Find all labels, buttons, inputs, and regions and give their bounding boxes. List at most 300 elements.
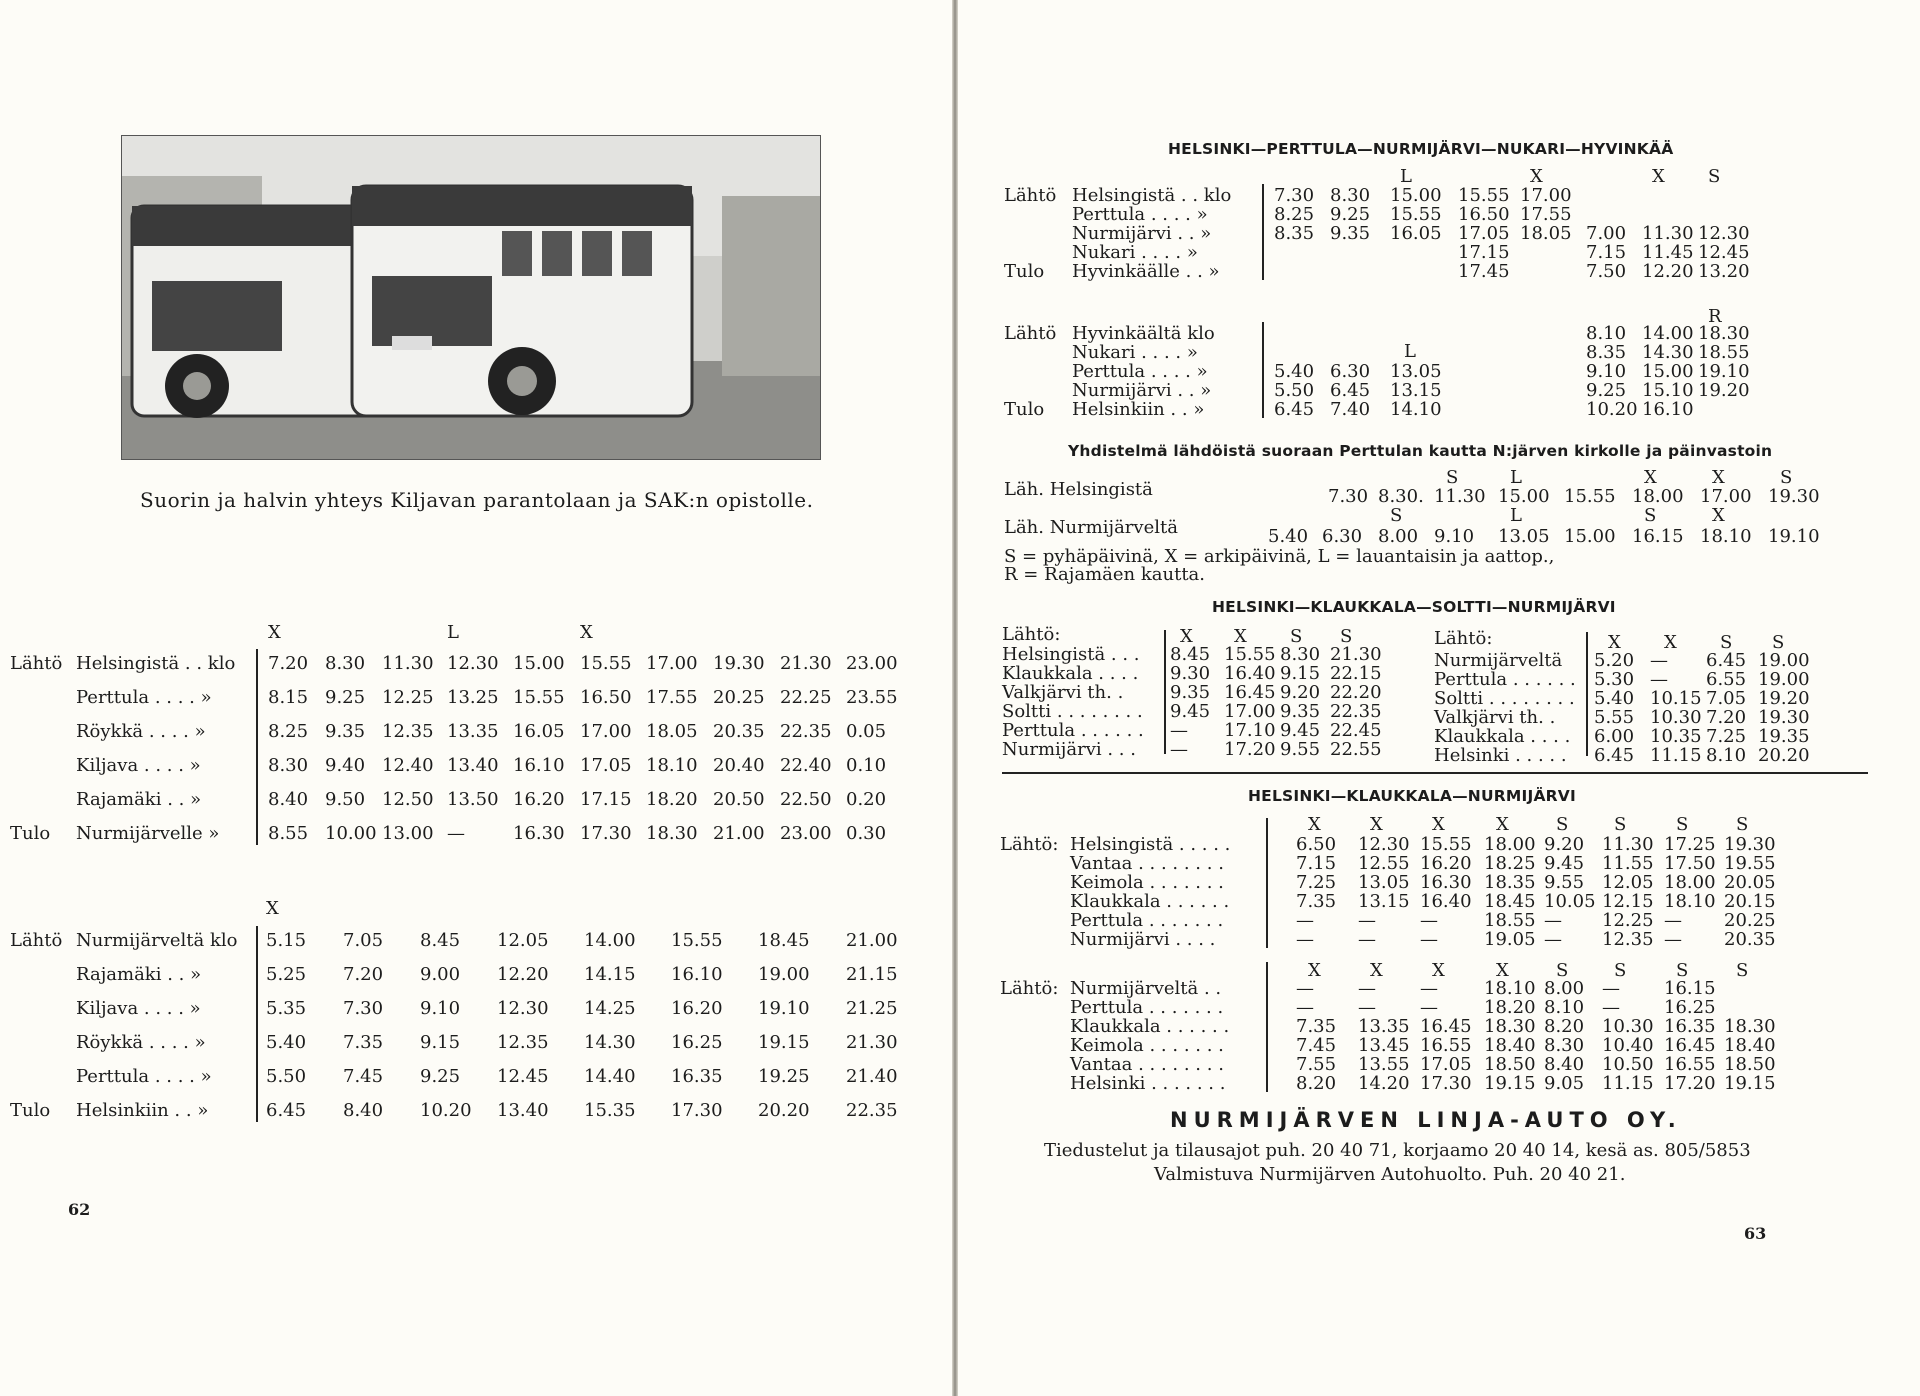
time-cell: 19.10 bbox=[1768, 526, 1820, 547]
stop-name: Perttula . . . . » bbox=[76, 1066, 212, 1087]
time-cell: 8.15 bbox=[268, 687, 309, 708]
footer-contact: Tiedustelut ja tilausajot puh. 20 40 71, korjaamo 20 40 14, kesä as. 805/5853 bbox=[1044, 1140, 1751, 1161]
time-cell: 9.40 bbox=[325, 755, 366, 776]
time-cell: 19.30 bbox=[1758, 707, 1810, 728]
company-name: NURMIJÄRVEN LINJA-AUTO OY. bbox=[1170, 1108, 1682, 1132]
time-cell: 17.30 bbox=[671, 1100, 723, 1121]
time-cell: 22.35 bbox=[780, 721, 832, 742]
column-divider bbox=[1262, 184, 1264, 280]
time-cell: 12.30 bbox=[1358, 834, 1410, 855]
time-cell: 11.30 bbox=[1602, 834, 1654, 855]
row-prefix: Tulo bbox=[1004, 261, 1045, 282]
service-mark: S bbox=[1676, 960, 1689, 981]
time-cell: 17.05 bbox=[1420, 1054, 1472, 1075]
time-cell: 12.35 bbox=[1602, 929, 1654, 950]
time-cell: 7.35 bbox=[343, 1032, 384, 1053]
time-cell: 12.25 bbox=[1602, 910, 1654, 931]
time-cell: 10.35 bbox=[1650, 726, 1702, 747]
time-cell: 18.25 bbox=[1484, 853, 1536, 874]
stop-name: Helsingistä . . klo bbox=[76, 653, 236, 674]
time-cell: 19.30 bbox=[1724, 834, 1776, 855]
time-cell: 12.55 bbox=[1358, 853, 1410, 874]
time-cell: — bbox=[1296, 997, 1314, 1018]
time-cell: 17.20 bbox=[1224, 739, 1276, 760]
time-cell: 21.30 bbox=[1330, 644, 1382, 665]
time-cell: 17.00 bbox=[1224, 701, 1276, 722]
time-cell: 16.15 bbox=[1664, 978, 1716, 999]
time-cell: 16.45 bbox=[1224, 682, 1276, 703]
stop-name: Klaukkala . . . . . . bbox=[1070, 1016, 1230, 1037]
photo-caption: Suorin ja halvin yhteys Kiljavan parantolaan ja SAK:n opistolle. bbox=[140, 488, 814, 512]
column-divider bbox=[1164, 630, 1166, 754]
time-cell: 12.15 bbox=[1602, 891, 1654, 912]
service-mark: X bbox=[1608, 632, 1621, 653]
time-cell: 21.15 bbox=[846, 964, 898, 985]
time-cell: 18.50 bbox=[1724, 1054, 1776, 1075]
time-cell: 8.35 bbox=[1274, 223, 1315, 244]
time-cell: 15.55 bbox=[580, 653, 632, 674]
time-cell: 16.10 bbox=[1642, 399, 1694, 420]
time-cell: 22.15 bbox=[1330, 663, 1382, 684]
time-cell: 7.30 bbox=[1328, 486, 1369, 507]
time-cell: 9.10 bbox=[1586, 361, 1627, 382]
time-cell: 20.15 bbox=[1724, 891, 1776, 912]
left-page bbox=[0, 0, 952, 1396]
row-prefix: Tulo bbox=[10, 823, 51, 844]
time-cell: 11.30 bbox=[382, 653, 434, 674]
time-cell: 9.15 bbox=[420, 1032, 461, 1053]
time-cell: 7.05 bbox=[343, 930, 384, 951]
time-cell: 16.50 bbox=[1458, 204, 1510, 225]
time-cell: 18.05 bbox=[1520, 223, 1572, 244]
time-cell: 6.45 bbox=[1594, 745, 1635, 766]
time-cell: 11.55 bbox=[1602, 853, 1654, 874]
time-cell: 16.10 bbox=[671, 964, 723, 985]
time-cell: 13.15 bbox=[1358, 891, 1410, 912]
time-cell: 16.55 bbox=[1664, 1054, 1716, 1075]
time-cell: 12.05 bbox=[1602, 872, 1654, 893]
service-mark: S bbox=[1644, 505, 1657, 526]
time-cell: 21.00 bbox=[713, 823, 765, 844]
time-cell: 8.40 bbox=[268, 789, 309, 810]
time-cell: 19.20 bbox=[1758, 688, 1810, 709]
time-cell: 17.55 bbox=[646, 687, 698, 708]
time-cell: 5.50 bbox=[1274, 380, 1315, 401]
time-cell: 7.50 bbox=[1586, 261, 1627, 282]
time-cell: 16.10 bbox=[513, 755, 565, 776]
time-cell: 15.00 bbox=[1498, 486, 1550, 507]
stop-name: Hyvinkäältä klo bbox=[1072, 323, 1215, 344]
time-cell: 7.55 bbox=[1296, 1054, 1337, 1075]
time-cell: 14.15 bbox=[584, 964, 636, 985]
section-title: HELSINKI—KLAUKKALA—NURMIJÄRVI bbox=[1248, 787, 1576, 805]
time-cell: 17.30 bbox=[580, 823, 632, 844]
time-cell: 7.15 bbox=[1586, 242, 1627, 263]
time-cell: 15.55 bbox=[1458, 185, 1510, 206]
time-cell: 9.45 bbox=[1544, 853, 1585, 874]
time-cell: 9.05 bbox=[1544, 1073, 1585, 1094]
time-cell: 22.45 bbox=[1330, 720, 1382, 741]
service-mark: S bbox=[1772, 632, 1785, 653]
time-cell: 20.20 bbox=[758, 1100, 810, 1121]
time-cell: 18.30 bbox=[1698, 323, 1750, 344]
time-cell: 16.55 bbox=[1420, 1035, 1472, 1056]
time-cell: 20.40 bbox=[713, 755, 765, 776]
time-cell: — bbox=[1170, 720, 1188, 741]
service-mark: S bbox=[1780, 467, 1793, 488]
time-cell: 7.20 bbox=[1706, 707, 1747, 728]
column-divider bbox=[256, 649, 258, 845]
time-cell: 8.10 bbox=[1706, 745, 1747, 766]
time-cell: 23.00 bbox=[846, 653, 898, 674]
time-cell: 7.30 bbox=[1274, 185, 1315, 206]
time-cell: 17.10 bbox=[1224, 720, 1276, 741]
time-cell: 18.50 bbox=[1484, 1054, 1536, 1075]
section-title: HELSINKI—KLAUKKALA—SOLTTI—NURMIJÄRVI bbox=[1212, 598, 1616, 616]
service-mark: S bbox=[1340, 626, 1353, 647]
time-cell: 22.25 bbox=[780, 687, 832, 708]
row-prefix: Lähtö bbox=[1004, 323, 1057, 344]
time-cell: 16.35 bbox=[671, 1066, 723, 1087]
service-mark: X bbox=[1308, 960, 1321, 981]
time-cell: 19.35 bbox=[1758, 726, 1810, 747]
column-head: Lähtö: bbox=[1434, 628, 1493, 649]
time-cell: 19.30 bbox=[713, 653, 765, 674]
service-mark: S bbox=[1556, 814, 1569, 835]
time-cell: 8.20 bbox=[1296, 1073, 1337, 1094]
time-cell: 10.15 bbox=[1650, 688, 1702, 709]
time-cell: 19.30 bbox=[1768, 486, 1820, 507]
section-title: HELSINKI—PERTTULA—NURMIJÄRVI—NUKARI—HYVINKÄÄ bbox=[1168, 140, 1674, 158]
time-cell: 19.55 bbox=[1724, 853, 1776, 874]
service-mark: X bbox=[1308, 814, 1321, 835]
time-cell: 15.00 bbox=[1642, 361, 1694, 382]
column-divider bbox=[1586, 632, 1588, 756]
time-cell: 14.20 bbox=[1358, 1073, 1410, 1094]
time-cell: 9.45 bbox=[1170, 701, 1211, 722]
bus-photo bbox=[121, 135, 821, 460]
time-cell: 16.40 bbox=[1224, 663, 1276, 684]
time-cell: 9.15 bbox=[1280, 663, 1321, 684]
page-number-right: 63 bbox=[1744, 1224, 1767, 1243]
time-cell: 6.55 bbox=[1706, 669, 1747, 690]
time-cell: 15.55 bbox=[1420, 834, 1472, 855]
time-cell: 7.30 bbox=[343, 998, 384, 1019]
time-cell: 5.30 bbox=[1594, 669, 1635, 690]
time-cell: 18.35 bbox=[1484, 872, 1536, 893]
time-cell: 7.45 bbox=[343, 1066, 384, 1087]
time-cell: 16.30 bbox=[1420, 872, 1472, 893]
time-cell: 21.25 bbox=[846, 998, 898, 1019]
time-cell: 20.25 bbox=[1724, 910, 1776, 931]
stop-name: Keimola . . . . . . . bbox=[1070, 872, 1224, 893]
time-cell: 21.30 bbox=[846, 1032, 898, 1053]
time-cell: 18.40 bbox=[1724, 1035, 1776, 1056]
combo-title: Yhdistelmä lähdöistä suoraan Perttulan kautta N:järven kirkolle ja päinvastoin bbox=[1068, 442, 1773, 460]
time-cell: 19.25 bbox=[758, 1066, 810, 1087]
time-cell: 8.55 bbox=[268, 823, 309, 844]
time-cell: 6.30 bbox=[1330, 361, 1371, 382]
time-cell: 23.55 bbox=[846, 687, 898, 708]
service-mark: X bbox=[1432, 814, 1445, 835]
time-cell: 7.20 bbox=[268, 653, 309, 674]
service-mark: S bbox=[1446, 467, 1459, 488]
row-prefix: Lähtö bbox=[1004, 185, 1057, 206]
time-cell: 15.00 bbox=[1390, 185, 1442, 206]
time-cell: 8.40 bbox=[343, 1100, 384, 1121]
time-cell: 10.20 bbox=[420, 1100, 472, 1121]
time-cell: — bbox=[1602, 997, 1620, 1018]
time-cell: 13.40 bbox=[497, 1100, 549, 1121]
time-cell: 14.30 bbox=[584, 1032, 636, 1053]
time-cell: — bbox=[1664, 929, 1682, 950]
time-cell: 14.10 bbox=[1390, 399, 1442, 420]
time-cell: 16.05 bbox=[1390, 223, 1442, 244]
time-cell: — bbox=[447, 823, 465, 844]
time-cell: 5.40 bbox=[1274, 361, 1315, 382]
time-cell: 18.30 bbox=[1724, 1016, 1776, 1037]
service-mark: X bbox=[1180, 626, 1193, 647]
time-cell: 12.45 bbox=[497, 1066, 549, 1087]
time-cell: 17.20 bbox=[1664, 1073, 1716, 1094]
time-cell: 15.55 bbox=[1224, 644, 1276, 665]
stop-name: Hyvinkäälle . . » bbox=[1072, 261, 1220, 282]
stop-name: Kiljava . . . . » bbox=[76, 755, 201, 776]
time-cell: 10.05 bbox=[1544, 891, 1596, 912]
right-page bbox=[958, 0, 1920, 1396]
time-cell: 23.00 bbox=[780, 823, 832, 844]
footer-service: Valmistuva Nurmijärven Autohuolto. Puh. 20 40 21. bbox=[1154, 1164, 1626, 1185]
stop-name: Nurmijärvelle » bbox=[76, 823, 220, 844]
row-prefix: Tulo bbox=[10, 1100, 51, 1121]
time-cell: 14.25 bbox=[584, 998, 636, 1019]
time-cell: 0.10 bbox=[846, 755, 887, 776]
time-cell: 8.30 bbox=[1330, 185, 1371, 206]
time-cell: 13.05 bbox=[1390, 361, 1442, 382]
time-cell: 16.20 bbox=[671, 998, 723, 1019]
time-cell: 0.30 bbox=[846, 823, 887, 844]
time-cell: — bbox=[1650, 669, 1668, 690]
time-cell: 9.35 bbox=[325, 721, 366, 742]
time-cell: 16.25 bbox=[1664, 997, 1716, 1018]
time-cell: 17.00 bbox=[1700, 486, 1752, 507]
time-cell: 22.20 bbox=[1330, 682, 1382, 703]
time-cell: 13.00 bbox=[382, 823, 434, 844]
time-cell: 19.15 bbox=[1484, 1073, 1536, 1094]
row-prefix: Lähtö: bbox=[1000, 978, 1059, 999]
legend-line: R = Rajamäen kautta. bbox=[1004, 564, 1206, 585]
time-cell: 16.50 bbox=[580, 687, 632, 708]
time-cell: 9.00 bbox=[420, 964, 461, 985]
service-mark: S bbox=[1708, 166, 1721, 187]
time-cell: 11.30 bbox=[1434, 486, 1486, 507]
service-mark: X bbox=[1652, 166, 1665, 187]
time-cell: 9.55 bbox=[1280, 739, 1321, 760]
stop-name: Helsinki . . . . . bbox=[1434, 745, 1567, 766]
stop-name: Helsingistä . . . bbox=[1002, 644, 1140, 665]
time-cell: 5.25 bbox=[266, 964, 307, 985]
time-cell: 8.30. bbox=[1378, 486, 1424, 507]
time-cell: 20.05 bbox=[1724, 872, 1776, 893]
time-cell: 8.20 bbox=[1544, 1016, 1585, 1037]
service-mark: X bbox=[1712, 467, 1725, 488]
stop-name: Vantaa . . . . . . . . bbox=[1070, 853, 1224, 874]
time-cell: 9.25 bbox=[325, 687, 366, 708]
service-mark: R bbox=[1708, 306, 1722, 327]
time-cell: — bbox=[1358, 929, 1376, 950]
time-cell: 18.10 bbox=[1664, 891, 1716, 912]
time-cell: 7.20 bbox=[343, 964, 384, 985]
service-mark: S bbox=[1290, 626, 1303, 647]
stop-name: Helsinkiin . . » bbox=[76, 1100, 209, 1121]
time-cell: 20.25 bbox=[713, 687, 765, 708]
time-cell: 18.45 bbox=[1484, 891, 1536, 912]
stop-name: Perttula . . . . . . . bbox=[1070, 997, 1224, 1018]
time-cell: 20.50 bbox=[713, 789, 765, 810]
stop-name: Vantaa . . . . . . . . bbox=[1070, 1054, 1224, 1075]
column-divider bbox=[256, 926, 258, 1122]
stop-name: Nurmijärvi . . » bbox=[1072, 380, 1212, 401]
time-cell: 9.25 bbox=[1586, 380, 1627, 401]
time-cell: 19.20 bbox=[1698, 380, 1750, 401]
time-cell: 14.40 bbox=[584, 1066, 636, 1087]
time-cell: 9.20 bbox=[1280, 682, 1321, 703]
time-cell: 19.00 bbox=[1758, 650, 1810, 671]
time-cell: 14.00 bbox=[1642, 323, 1694, 344]
service-mark: L bbox=[1404, 341, 1416, 362]
time-cell: 16.30 bbox=[513, 823, 565, 844]
time-cell: 15.00 bbox=[1564, 526, 1616, 547]
time-cell: 7.25 bbox=[1296, 872, 1337, 893]
time-cell: 9.25 bbox=[420, 1066, 461, 1087]
time-cell: 21.00 bbox=[846, 930, 898, 951]
time-cell: 17.00 bbox=[1520, 185, 1572, 206]
time-cell: 6.45 bbox=[1330, 380, 1371, 401]
section-divider bbox=[1002, 772, 1868, 774]
time-cell: 19.05 bbox=[1484, 929, 1536, 950]
service-mark: S bbox=[1736, 960, 1749, 981]
stop-name: Valkjärvi th. . bbox=[1002, 682, 1124, 703]
time-cell: 20.20 bbox=[1758, 745, 1810, 766]
time-cell: 8.10 bbox=[1586, 323, 1627, 344]
time-cell: 5.35 bbox=[266, 998, 307, 1019]
time-cell: 9.20 bbox=[1544, 834, 1585, 855]
time-cell: — bbox=[1664, 910, 1682, 931]
stop-name: Helsinkiin . . » bbox=[1072, 399, 1205, 420]
stop-name: Helsinki . . . . . . . bbox=[1070, 1073, 1226, 1094]
time-cell: 9.50 bbox=[325, 789, 366, 810]
time-cell: 8.30 bbox=[1544, 1035, 1585, 1056]
time-cell: 6.45 bbox=[266, 1100, 307, 1121]
time-cell: 13.20 bbox=[1698, 261, 1750, 282]
stop-name: Klaukkala . . . . bbox=[1002, 663, 1139, 684]
time-cell: — bbox=[1420, 910, 1438, 931]
time-cell: 8.00 bbox=[1544, 978, 1585, 999]
service-mark: X bbox=[1370, 814, 1383, 835]
time-cell: — bbox=[1544, 929, 1562, 950]
time-cell: 6.30 bbox=[1322, 526, 1363, 547]
time-cell: 22.50 bbox=[780, 789, 832, 810]
time-cell: 9.45 bbox=[1280, 720, 1321, 741]
stop-name: Nurmijärvi . . » bbox=[1072, 223, 1212, 244]
time-cell: 17.50 bbox=[1664, 853, 1716, 874]
service-mark: S bbox=[1390, 505, 1403, 526]
time-cell: 6.45 bbox=[1706, 650, 1747, 671]
time-cell: 8.10 bbox=[1544, 997, 1585, 1018]
time-cell: 10.50 bbox=[1602, 1054, 1654, 1075]
time-cell: 18.20 bbox=[1484, 997, 1536, 1018]
stop-name: Perttula . . . . » bbox=[1072, 204, 1208, 225]
time-cell: 7.25 bbox=[1706, 726, 1747, 747]
stop-name: Klaukkala . . . . . . bbox=[1070, 891, 1230, 912]
time-cell: 15.00 bbox=[513, 653, 565, 674]
time-cell: 7.15 bbox=[1296, 853, 1337, 874]
row-prefix: Lähtö bbox=[10, 930, 63, 951]
time-cell: 5.15 bbox=[266, 930, 307, 951]
time-cell: — bbox=[1358, 910, 1376, 931]
stop-name: Klaukkala . . . . bbox=[1434, 726, 1571, 747]
stop-name: Valkjärvi th. . bbox=[1434, 707, 1556, 728]
time-cell: 12.20 bbox=[1642, 261, 1694, 282]
time-cell: 16.20 bbox=[513, 789, 565, 810]
time-cell: — bbox=[1420, 997, 1438, 1018]
time-cell: 13.45 bbox=[1358, 1035, 1410, 1056]
time-cell: 12.35 bbox=[382, 721, 434, 742]
time-cell: 13.35 bbox=[1358, 1016, 1410, 1037]
time-cell: 9.55 bbox=[1544, 872, 1585, 893]
stop-name: Nurmijärveltä klo bbox=[76, 930, 238, 951]
time-cell: 17.45 bbox=[1458, 261, 1510, 282]
time-cell: 22.35 bbox=[846, 1100, 898, 1121]
time-cell: 22.40 bbox=[780, 755, 832, 776]
time-cell: 16.05 bbox=[513, 721, 565, 742]
time-cell: 21.40 bbox=[846, 1066, 898, 1087]
service-mark: S bbox=[1676, 814, 1689, 835]
time-cell: 10.20 bbox=[1586, 399, 1638, 420]
stop-name: Rajamäki . . » bbox=[76, 789, 202, 810]
stop-name: Nukari . . . . » bbox=[1072, 242, 1198, 263]
stop-name: Nukari . . . . » bbox=[1072, 342, 1198, 363]
time-cell: 16.45 bbox=[1664, 1035, 1716, 1056]
time-cell: 9.35 bbox=[1170, 682, 1211, 703]
time-cell: 18.20 bbox=[646, 789, 698, 810]
time-cell: 5.50 bbox=[266, 1066, 307, 1087]
time-cell: — bbox=[1296, 929, 1314, 950]
time-cell: 13.55 bbox=[1358, 1054, 1410, 1075]
time-cell: 8.40 bbox=[1544, 1054, 1585, 1075]
time-cell: 12.30 bbox=[1698, 223, 1750, 244]
time-cell: 9.35 bbox=[1330, 223, 1371, 244]
stop-name: Perttula . . . . . . bbox=[1434, 669, 1576, 690]
time-cell: 16.20 bbox=[1420, 853, 1472, 874]
time-cell: — bbox=[1420, 978, 1438, 999]
time-cell: — bbox=[1358, 997, 1376, 1018]
service-mark: X bbox=[1712, 505, 1725, 526]
time-cell: 9.10 bbox=[420, 998, 461, 1019]
time-cell: 0.05 bbox=[846, 721, 887, 742]
time-cell: 18.40 bbox=[1484, 1035, 1536, 1056]
time-cell: 17.05 bbox=[580, 755, 632, 776]
time-cell: 16.45 bbox=[1420, 1016, 1472, 1037]
time-cell: 13.05 bbox=[1358, 872, 1410, 893]
time-cell: 11.15 bbox=[1650, 745, 1702, 766]
time-cell: 12.25 bbox=[382, 687, 434, 708]
time-cell: 8.00 bbox=[1378, 526, 1419, 547]
time-cell: 6.00 bbox=[1594, 726, 1635, 747]
time-cell: 22.35 bbox=[1330, 701, 1382, 722]
time-cell: 15.55 bbox=[1564, 486, 1616, 507]
time-cell: 18.10 bbox=[1484, 978, 1536, 999]
